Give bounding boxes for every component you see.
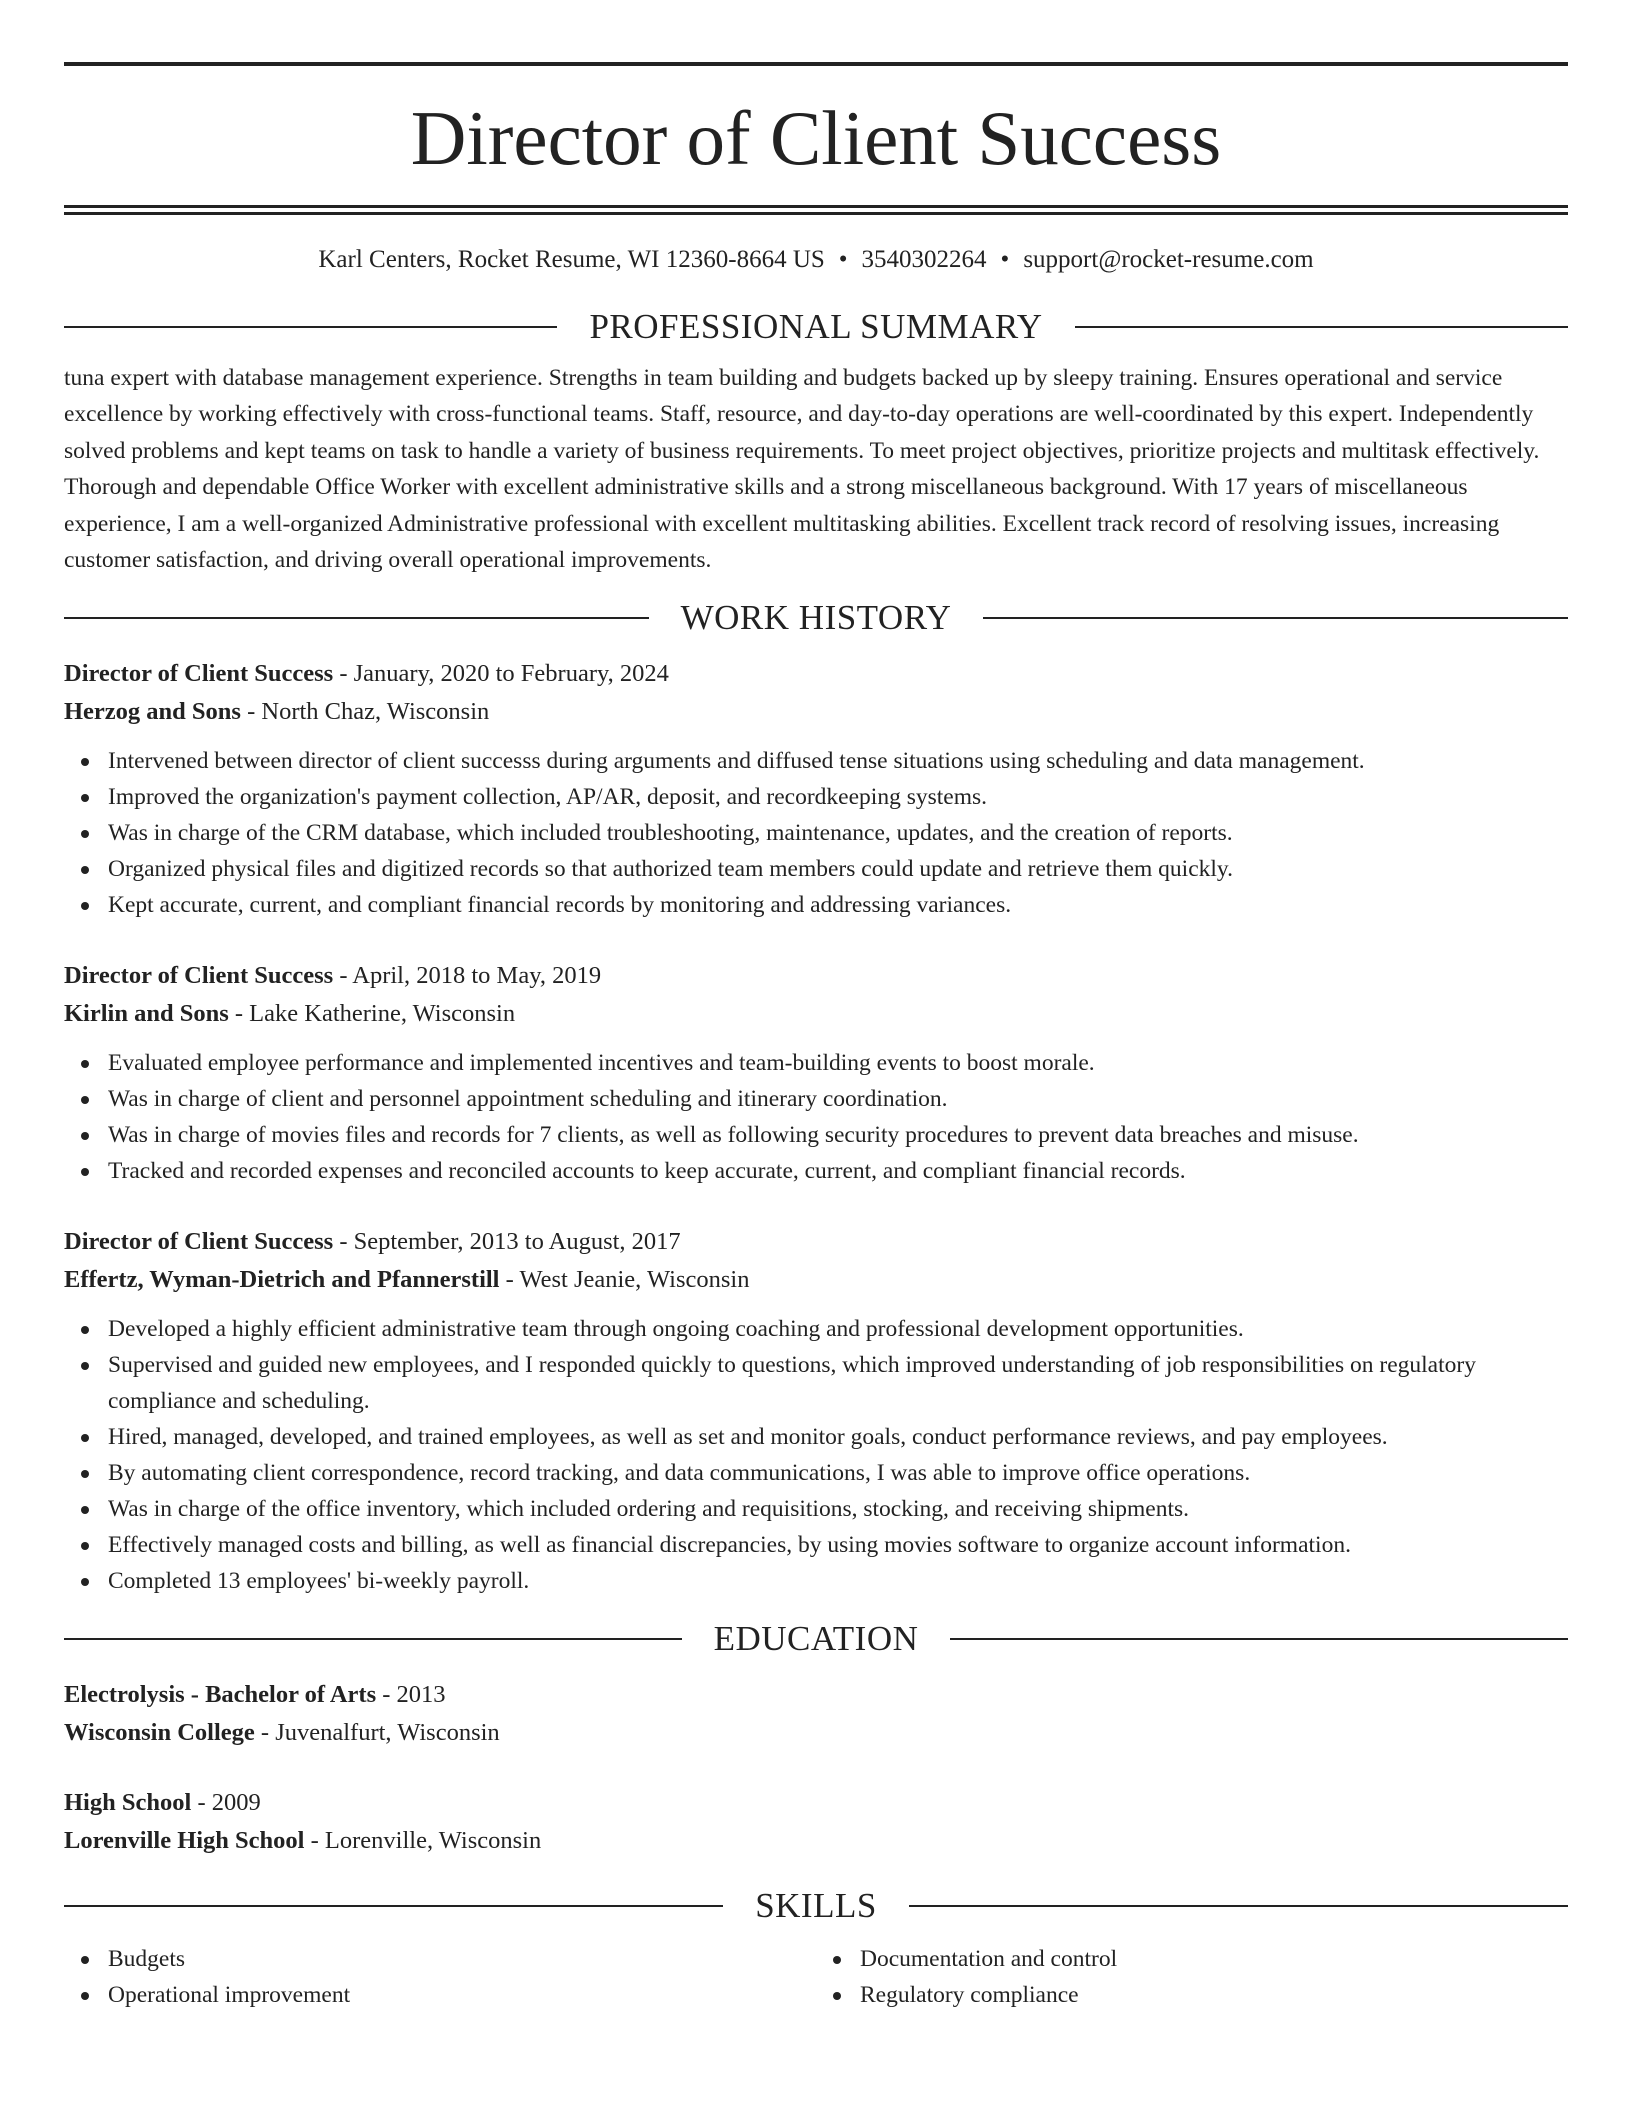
skill-item: Documentation and control (816, 1941, 1568, 1977)
education-degree: Electrolysis - Bachelor of Arts (64, 1681, 377, 1709)
job-location: - West Jeanie, Wisconsin (499, 1266, 750, 1294)
job-title: Director of Client Success (64, 962, 334, 990)
education-school-line (64, 1822, 1568, 1860)
education-location: - Juvenalfurt, Wisconsin (254, 1719, 500, 1747)
job-entry (64, 957, 1568, 1189)
contact-email: support@rocket-resume.com (1023, 246, 1314, 273)
job-location: - Lake Katherine, Wisconsin (228, 1000, 516, 1028)
list-item: Improved the organization's payment collection, AP/AR, deposit, and recordkeeping systems. (64, 779, 1568, 815)
education-year: - 2009 (191, 1789, 261, 1817)
skills-list-right (816, 1941, 1568, 2013)
section-heading-education (64, 1619, 1568, 1659)
divider-line (64, 1905, 723, 1907)
job-bullets (64, 743, 1568, 923)
list-item: Tracked and recorded expenses and reconciled accounts to keep accurate, current, and compliant financial records. (64, 1153, 1568, 1189)
job-title: Director of Client Success (64, 1228, 334, 1256)
section-title: WORK HISTORY (680, 598, 952, 638)
list-item: Supervised and guided new employees, and I responded quickly to questions, which improved understanding of job responsibilities on regulatory compliance and scheduling. (64, 1347, 1568, 1419)
list-item: Hired, managed, developed, and trained employees, as well as set and monitor goals, conduct performance reviews, and pay employees. (64, 1419, 1568, 1455)
list-item: Was in charge of movies files and records for 7 clients, as well as following security procedures to prevent data breaches and misuse. (64, 1117, 1568, 1153)
job-company: Effertz, Wyman-Dietrich and Pfannerstill (64, 1266, 500, 1294)
skill-item: Operational improvement (64, 1977, 816, 2013)
education-degree: High School (64, 1789, 192, 1817)
job-title-line (64, 957, 1568, 995)
skills-list-left (64, 1941, 816, 2013)
list-item: Completed 13 employees' bi-weekly payroll. (64, 1563, 1568, 1599)
section-title: PROFESSIONAL SUMMARY (589, 307, 1043, 346)
divider-line (983, 617, 1568, 619)
title-double-rule (64, 205, 1568, 215)
job-title-line (64, 655, 1568, 693)
section-title: SKILLS (755, 1886, 877, 1926)
list-item: Organized physical files and digitized records so that authorized team members could update and retrieve them quickly. (64, 851, 1568, 887)
list-item: By automating client correspondence, record tracking, and data communications, I was able to improve office operations. (64, 1455, 1568, 1491)
contact-separator: • (1000, 246, 1010, 273)
section-heading-summary (64, 309, 1568, 344)
list-item: Kept accurate, current, and compliant financial records by monitoring and addressing variances. (64, 887, 1568, 923)
divider-line (64, 617, 649, 619)
job-location: - North Chaz, Wisconsin (240, 698, 490, 726)
education-degree-line (64, 1676, 1568, 1714)
divider-line (64, 1638, 682, 1640)
job-dates: - April, 2018 to May, 2019 (333, 962, 602, 990)
divider-line (909, 1905, 1568, 1907)
job-company-line (64, 995, 1568, 1033)
education-location: - Lorenville, Wisconsin (304, 1827, 542, 1855)
contact-line (64, 245, 1568, 275)
section-heading-work-history (64, 598, 1568, 638)
job-title-line (64, 1223, 1568, 1261)
job-entry (64, 1223, 1568, 1599)
skills-columns (64, 1941, 1568, 2013)
divider-line (1075, 326, 1568, 328)
resume-title: Director of Client Success (410, 95, 1222, 181)
job-company-line (64, 1261, 1568, 1299)
contact-address: Karl Centers, Rocket Resume, WI 12360-8664 US (318, 246, 825, 273)
skill-item: Budgets (64, 1941, 816, 1977)
job-company: Herzog and Sons (64, 698, 241, 726)
job-dates: - September, 2013 to August, 2017 (333, 1228, 681, 1256)
divider-line (950, 1638, 1568, 1640)
list-item: Effectively managed costs and billing, as well as financial discrepancies, by using movies software to organize account information. (64, 1527, 1568, 1563)
skill-item: Regulatory compliance (816, 1977, 1568, 2013)
summary-paragraph: tuna expert with database management experience. Strengths in team building and budgets backed up by sleepy training. Ensures operational and service excellence by working effectively with cross-functional teams. Staff, resource, and day-to-day operations are well-coordinated by this expert. Independently solved problems and kept teams on task to handle a variety of business requirements. To meet project objectives, prioritize projects and multitask effectively. Thorough and dependable Office Worker with excellent administrative skills and a strong miscellaneous background. With 17 years of miscellaneous experience, I am a well-organized Administrative professional with excellent multitasking abilities. Excellent track record of resolving issues, increasing customer satisfaction, and driving overall operational improvements. (64, 365, 1540, 574)
list-item: Was in charge of the CRM database, which included troubleshooting, maintenance, updates, and the creation of reports. (64, 815, 1568, 851)
job-company-line (64, 693, 1568, 731)
divider-line (64, 326, 557, 328)
education-school: Lorenville High School (64, 1827, 305, 1855)
list-item: Was in charge of client and personnel appointment scheduling and itinerary coordination. (64, 1081, 1568, 1117)
contact-phone: 3540302264 (861, 246, 987, 273)
education-school-line (64, 1714, 1568, 1752)
job-company: Kirlin and Sons (64, 1000, 229, 1028)
list-item: Developed a highly efficient administrative team through ongoing coaching and professional development opportunities. (64, 1311, 1568, 1347)
top-rule (64, 62, 1568, 66)
education-school: Wisconsin College (64, 1719, 255, 1747)
list-item: Intervened between director of client successs during arguments and diffused tense situations using scheduling and data management. (64, 743, 1568, 779)
contact-separator: • (838, 246, 848, 273)
education-year: - 2013 (376, 1681, 446, 1709)
list-item: Was in charge of the office inventory, which included ordering and requisitions, stocking, and receiving shipments. (64, 1491, 1568, 1527)
job-bullets (64, 1045, 1568, 1189)
job-title: Director of Client Success (64, 660, 334, 688)
job-bullets (64, 1311, 1568, 1599)
education-entry (64, 1676, 1568, 1752)
list-item: Evaluated employee performance and implemented incentives and team-building events to boost morale. (64, 1045, 1568, 1081)
section-heading-skills (64, 1886, 1568, 1926)
job-entry (64, 655, 1568, 923)
education-entry (64, 1784, 1568, 1860)
job-dates: - January, 2020 to February, 2024 (333, 660, 669, 688)
education-degree-line (64, 1784, 1568, 1822)
section-title: EDUCATION (713, 1619, 919, 1659)
